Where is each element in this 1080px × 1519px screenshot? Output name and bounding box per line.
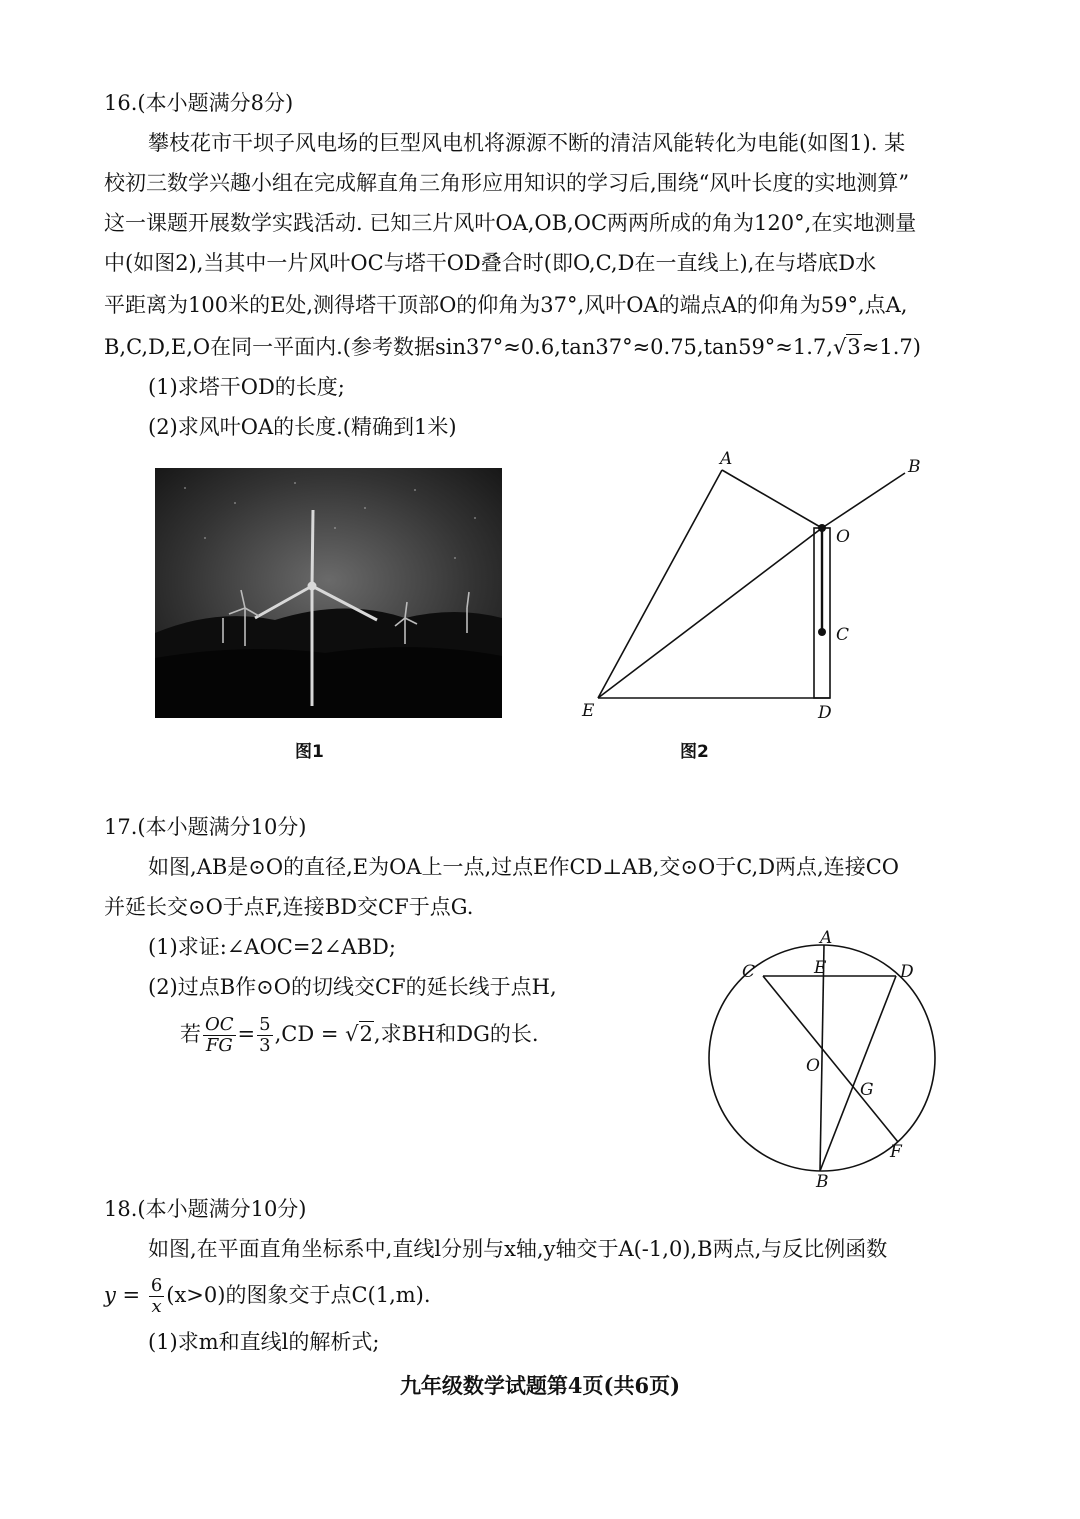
frac-den: 3	[259, 1035, 271, 1056]
sqrt-arg: 3	[847, 335, 861, 359]
q17-sub-2: (2)过点B作⊙O的切线交CF的延长线于点H,	[148, 975, 557, 999]
q18-para-line-2	[104, 1272, 431, 1318]
q16-para-line-1: 攀枝花市干坝子风电场的巨型风电机将源源不断的清洁风能转化为电能(如图1). 某	[148, 131, 906, 155]
fraction-5-3	[257, 1015, 272, 1056]
frac-den: x	[151, 1296, 162, 1317]
sqrt-arg: 2	[359, 1022, 373, 1046]
q16-sub-1: (1)求塔干OD的长度;	[148, 375, 345, 399]
wind-turbine-photo	[155, 468, 502, 718]
q17-sub-1: (1)求证:∠AOC=2∠ABD;	[148, 935, 396, 959]
frac-den: FG	[205, 1035, 233, 1056]
label-O: O	[836, 527, 850, 547]
label-D: D	[818, 703, 832, 723]
q18-para-line-1: 如图,在平面直角坐标系中,直线l分别与x轴,y轴交于A(-1,0),B两点,与反比例函数	[148, 1237, 888, 1261]
q18-sub-1: (1)求m和直线l的解析式;	[148, 1330, 380, 1354]
label-E: E	[814, 958, 827, 978]
frac-num: OC	[205, 1014, 234, 1035]
label-C: C	[836, 625, 850, 645]
q16-sub-2: (2)求风叶OA的长度.(精确到1米)	[148, 415, 457, 439]
label-A: A	[820, 928, 833, 948]
wind-turbine-illustration	[155, 468, 502, 718]
q16-para-line-6	[104, 332, 921, 362]
q16-para-line-2: 校初三数学兴趣小组在完成解直角三角形应用知识的学习后,围绕“风叶长度的实地测算”	[104, 171, 910, 195]
figure-1-caption: 图1	[295, 742, 324, 762]
q16-para-line-5: 平距离为100米的E处,测得塔干顶部O的仰角为37°,风叶OA的端点A的仰角为59°,点A,	[104, 293, 908, 317]
fraction-oc-fg	[203, 1015, 236, 1056]
q16-ref-data-end: ≈1.7)	[861, 335, 921, 359]
fraction-6-x	[149, 1276, 164, 1317]
label-O: O	[806, 1056, 820, 1076]
y-equals: y =	[104, 1283, 147, 1307]
equals-sign: =	[237, 1022, 256, 1046]
q17-ask: ,求BH和DG的长.	[373, 1022, 539, 1046]
q16-ref-data: B,C,D,E,O在同一平面内.(参考数据sin37°≈0.6,tan37°≈0.75,tan59°≈1.7,	[104, 335, 833, 359]
label-B: B	[816, 1172, 829, 1192]
frac-num: 6	[150, 1275, 163, 1296]
q17-para-line-2: 并延长交⊙O于点F,连接BD交CF于点G.	[104, 895, 474, 919]
page-footer: 九年级数学试题第4页(共6页)	[399, 1373, 681, 1398]
q17-heading: 17.(本小题满分10分)	[104, 815, 307, 839]
q16-para-line-4: 中(如图2),当其中一片风叶OC与塔干OD叠合时(即O,C,D在一直线上),在与塔底D水	[104, 251, 877, 275]
label-C: C	[742, 962, 756, 982]
label-D: D	[900, 962, 914, 982]
q18-domain-text: (x>0)的图象交于点C(1,m).	[166, 1283, 431, 1307]
label-F: F	[890, 1142, 902, 1162]
q17-sub-2-condition	[180, 1010, 539, 1058]
figure-2-caption: 图2	[680, 742, 709, 762]
cd-equals: ,CD =	[274, 1022, 346, 1046]
q16-figure-2-diagram	[560, 440, 960, 730]
sqrt-sign: √	[345, 1022, 359, 1046]
q16-para-line-3: 这一课题开展数学实践活动. 已知三片风叶OA,OB,OC两两所成的角为120°,在实地测量	[104, 211, 917, 235]
sqrt-sign: √	[832, 335, 847, 359]
q17-if: 若	[180, 1022, 201, 1046]
label-A: A	[720, 449, 733, 469]
label-G: G	[860, 1080, 874, 1100]
q18-heading: 18.(本小题满分10分)	[104, 1197, 307, 1221]
frac-num: 5	[259, 1014, 271, 1035]
q17-circle-diagram	[700, 925, 960, 1195]
label-E: E	[582, 701, 595, 721]
label-B: B	[908, 457, 921, 477]
q16-heading: 16.(本小题满分8分)	[104, 91, 294, 115]
q17-para-line-1: 如图,AB是⊙O的直径,E为OA上一点,过点E作CD⊥AB,交⊙O于C,D两点,连接CO	[148, 855, 900, 879]
